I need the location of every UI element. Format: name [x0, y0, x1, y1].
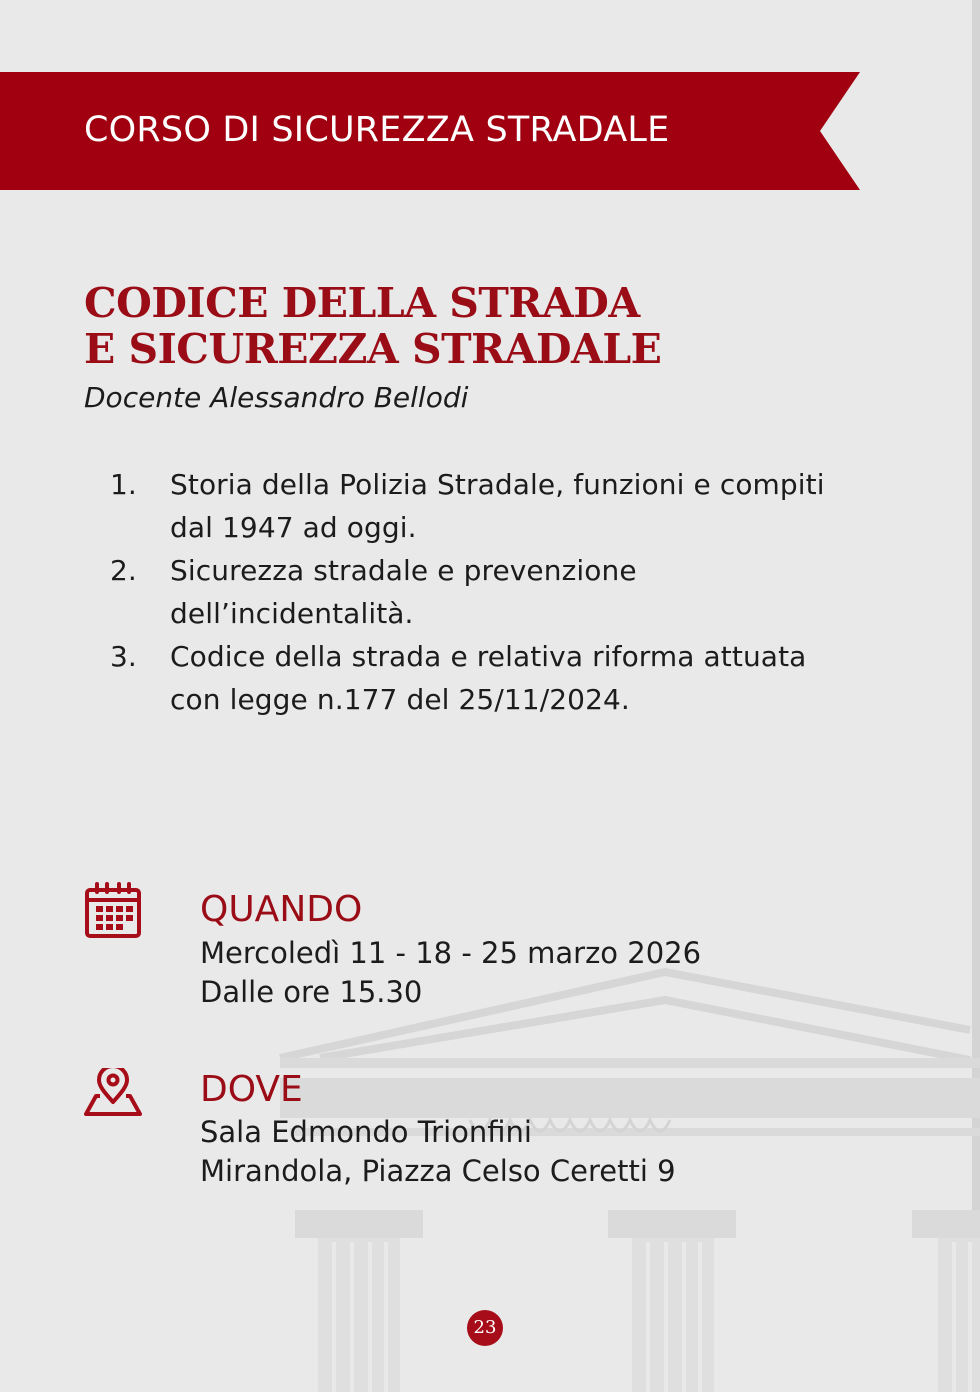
topic-number: 2.	[110, 554, 137, 587]
topic-number: 3.	[110, 640, 137, 673]
topic-item	[110, 463, 900, 549]
ribbon-title: CORSO DI SICUREZZA STRADALE	[84, 110, 670, 150]
where-address: Mirandola, Piazza Celso Ceretti 9	[200, 1154, 676, 1188]
topic-text-line: Codice della strada e relativa riforma attuata	[170, 640, 807, 673]
where-section	[84, 1068, 784, 1198]
topic-number: 1.	[110, 468, 137, 501]
where-venue: Sala Edmondo Trionfini	[200, 1115, 532, 1149]
teacher-name: Docente Alessandro Bellodi	[84, 381, 469, 414]
course-title-line: E SICUREZZA STRADALE	[84, 325, 662, 373]
course-title-line: CODICE DELLA STRADA	[84, 279, 640, 327]
map-pin-icon	[84, 1068, 142, 1118]
topic-list	[110, 463, 900, 721]
when-section	[84, 888, 784, 1018]
header-ribbon	[0, 72, 860, 190]
topic-item	[110, 549, 900, 635]
topic-text-line: dal 1947 ad oggi.	[170, 511, 417, 544]
calendar-icon	[84, 882, 142, 940]
course-title	[84, 280, 661, 372]
when-label: QUANDO	[200, 889, 363, 930]
where-label: DOVE	[200, 1069, 303, 1110]
topic-text-line: Sicurezza stradale e prevenzione	[170, 554, 637, 587]
when-time: Dalle ore 15.30	[200, 975, 423, 1009]
topic-text-line: dell’incidentalità.	[170, 597, 414, 630]
when-dates: Mercoledì 11 - 18 - 25 marzo 2026	[200, 936, 702, 970]
topic-item	[110, 635, 900, 721]
topic-text-line: Storia della Polizia Stradale, funzioni e compiti	[170, 468, 825, 501]
page-number: 23	[467, 1310, 503, 1346]
topic-text-line: con legge n.177 del 25/11/2024.	[170, 683, 630, 716]
